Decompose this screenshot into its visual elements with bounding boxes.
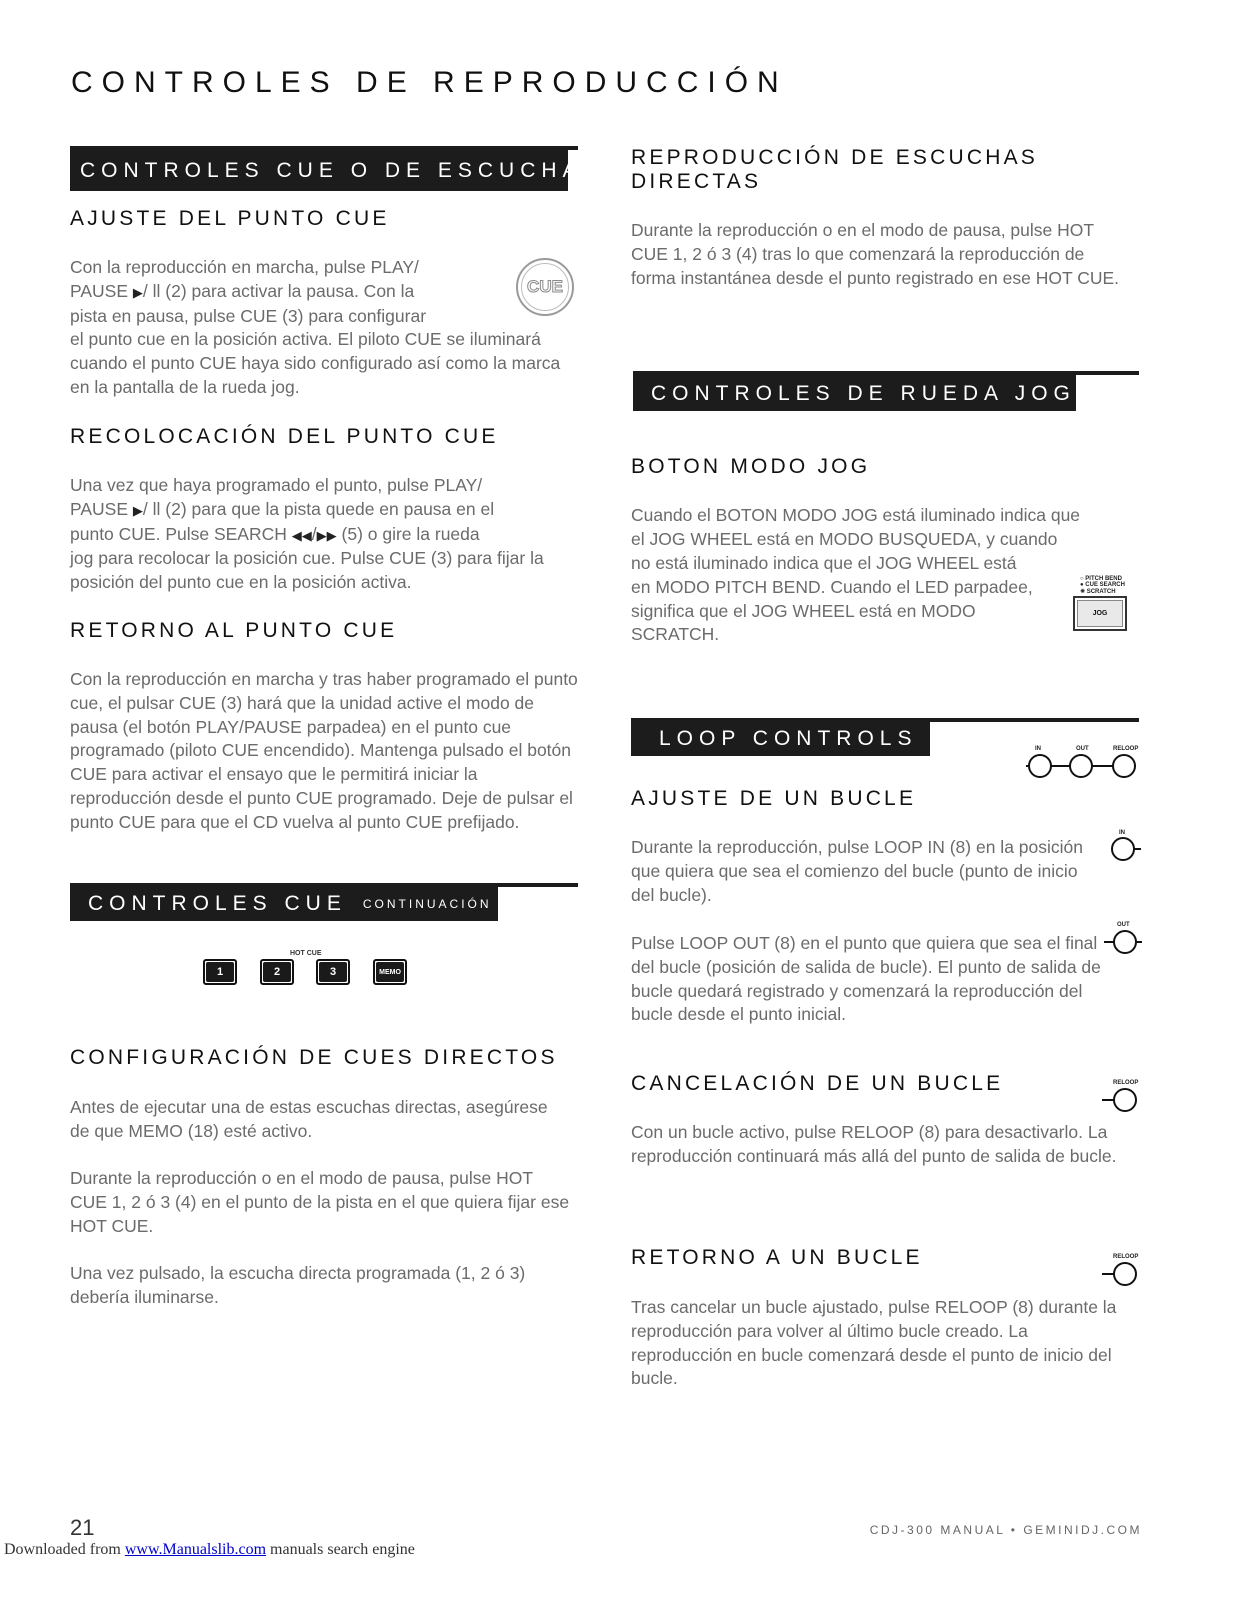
cue-button-label: CUE [521,263,569,311]
paragraph-boton-modo-jog: no está iluminado indica que el JOG WHEEL está en MODO PITCH BEND. Cuando el LED parpadee, significa que el JOG WHEEL está en MODO SCRATCH. [631,553,1033,645]
loop-in-icon [1108,836,1142,862]
heading-retorno-punto-cue: RETORNO AL PUNTO CUE [70,619,398,642]
text-line: jog para recolocar la posición cue. Pulse CUE (3) para fijar la posición del punto cue en la posición activa. [70,548,544,593]
paragraph-retorno-punto-cue: Con la reproducción en marcha y tras haber programado el punto cue, el pulsar CUE (3) hará que la unidad active el modo de pausa (el botón PLAY/PAUSE parpadea) en el punto cue programado (piloto CUE encendido). Mantenga pulsado el botón CUE para activar el ensayo que le permitirá iniciar la reproducción desde el punto CUE programado. Deje de pulsar el punto CUE para que el CD vuelva al punto CUE prefijado. [70,669,578,832]
led-off-icon: ○ [1080,576,1084,582]
hot-cue-2-button-icon [260,959,294,985]
cue-button-icon [516,258,574,316]
loop-in-label: IN [1035,746,1041,752]
legend-label: CUE SEARCH [1085,582,1125,588]
page-number: 21 [70,1515,95,1540]
paragraph-configuracion-2: Durante la reproducción o en el modo de pausa, pulse HOT CUE 1, 2 ó 3 (4) en el punto de la pista en el que quiera fijar ese HOT CUE. [70,1168,570,1236]
paragraph-configuracion-1: Antes de ejecutar una de estas escuchas directas, asegúrese de que MEMO (18) esté activo. [70,1097,548,1141]
legend-item [1080,588,1125,595]
heading-recolocacion: RECOLOCACIÓN DEL PUNTO CUE [70,425,499,448]
paragraph-ajuste-bucle-1: Durante la reproducción, pulse LOOP IN (8) en la posición que quiera que sea el comienzo del bucle (punto de inicio del bucle). [631,837,1084,905]
section-bar-label: CONTROLES CUE O DE ESCUCHA [80,159,583,182]
text-line: / ll (2) para activar la pausa. Con la [142,280,415,301]
section-bar-label: CONTROLES CUE [88,892,347,915]
rewind-icon: ◀◀ [291,527,312,543]
memo-button-icon [373,959,407,985]
heading-ajuste-punto-cue: AJUSTE DEL PUNTO CUE [70,207,390,230]
reloop-icon [1102,1261,1140,1287]
button-label: 2 [263,962,291,982]
text-line: el JOG WHEEL está en MODO BUSQUEDA, y cuando [631,528,1058,549]
heading-retorno-bucle: RETORNO A UN BUCLE [631,1246,923,1269]
section-bar-cue [70,150,583,191]
paragraph-boton-modo-jog-top [631,504,1141,552]
legend-label: SCRATCH [1086,589,1116,595]
fast-forward-icon: ▶▶ [316,527,337,543]
text-line: pista en pausa, pulse CUE (3) para configurar [70,305,427,326]
hot-cue-label: HOT CUE [290,950,322,957]
jog-button-icon [1073,596,1127,631]
paragraph-ajuste-punto-cue [70,256,578,400]
loop-buttons-icon [1024,752,1140,780]
text-line: Cuando el BOTON MODO JOG está iluminado indica que [631,505,1081,525]
paragraph-recolocacion [70,474,580,595]
reloop-icon [1102,1087,1140,1113]
manualslib-link[interactable]: www.Manualslib.com [124,1541,267,1558]
heading-cancelacion-bucle: CANCELACIÓN DE UN BUCLE [631,1072,1004,1095]
led-on-icon: ● [1080,582,1084,588]
section-bar-jog [633,375,1076,411]
text-line: (5) o gire la rueda [336,523,480,544]
heading-reproduccion-escuchas [631,146,1038,194]
button-label: 3 [319,962,347,982]
text-line: PAUSE [70,498,133,519]
hot-cue-1-button-icon [203,959,237,985]
paragraph-configuracion-3: Una vez pulsado, la escucha directa programada (1, 2 ó 3) debería iluminarse. [70,1263,526,1307]
loop-in-icon-label: IN [1119,830,1125,836]
legend-label: PITCH BEND [1085,576,1122,582]
play-icon: ▶ [132,284,143,300]
paragraph-reproduccion-escuchas: Durante la reproducción o en el modo de pausa, pulse HOT CUE 1, 2 ó 3 (4) tras lo que comenzará la reproducción de forma instantánea desde el punto registrado en ese HOT CUE. [631,220,1120,288]
paragraph-cancelacion-bucle: Con un bucle activo, pulse RELOOP (8) para desactivarlo. La reproducción continuará más allá del punto de salida de bucle. [631,1122,1117,1166]
footer-brand: CDJ-300 MANUAL • GEMINIDJ.COM [869,1523,1142,1537]
heading-line: DIRECTAS [631,170,762,193]
text-line: punto CUE. Pulse SEARCH [70,523,292,544]
button-label: 1 [206,962,234,982]
button-label: MEMO [376,962,404,982]
paragraph-ajuste-bucle-2: Pulse LOOP OUT (8) en el punto que quiera que sea el final del bucle (posición de salida de bucle). El punto de salida de bucle quedará registrado y comenzará la reproducción del bucle desde el punto inicial. [631,933,1101,1025]
jog-mode-legend [1080,576,1125,595]
led-blink-icon: ✺ [1080,589,1086,595]
loop-out-icon [1104,929,1142,955]
loop-out-label: OUT [1076,746,1089,752]
reloop-label: RELOOP [1113,746,1139,752]
download-notice [4,1541,415,1559]
paragraph-retorno-bucle: Tras cancelar un bucle ajustado, pulse RELOOP (8) durante la reproducción para volver al último bucle creado. La reproducción en bucle comenzará desde el punto de inicio del bucle. [631,1297,1117,1389]
download-prefix: Downloaded from [4,1541,125,1558]
heading-line: REPRODUCCIÓN DE ESCUCHAS [631,146,1039,169]
section-bar-label: LOOP CONTROLS [659,727,918,750]
reloop-icon-label: RELOOP [1113,1080,1139,1086]
download-suffix: manuals search engine [266,1541,415,1558]
heading-ajuste-bucle: AJUSTE DE UN BUCLE [631,787,917,810]
text-line: PAUSE [70,280,133,301]
page-title: CONTROLES DE REPRODUCCIÓN [71,66,788,99]
heading-configuracion: CONFIGURACIÓN DE CUES DIRECTOS [70,1046,558,1069]
text-line: Con la reproducción en marcha, pulse PLAY/ [70,257,419,277]
reloop-icon-label: RELOOP [1113,1254,1139,1260]
text-line: / ll (2) para que la pista quede en pausa en el [142,498,495,519]
section-bar-cue-continuacion [70,886,498,921]
section-bar-label: CONTROLES DE RUEDA JOG [651,381,1076,405]
play-icon: ▶ [132,502,143,518]
section-bar-loop [631,721,930,756]
text-line: / [311,523,317,544]
jog-button-label: JOG [1077,600,1123,627]
text-line: el punto cue en la posición activa. El piloto CUE se iluminará cuando el punto CUE haya sido configurado así como la marca en la pantalla de la rueda jog. [70,329,561,397]
text-line: Una vez que haya programado el punto, pulse PLAY/ [70,475,483,495]
heading-boton-modo-jog: BOTON MODO JOG [631,455,871,478]
loop-out-icon-label: OUT [1117,922,1130,928]
hot-cue-3-button-icon [316,959,350,985]
section-bar-sublabel: CONTINUACIÓN [362,896,492,911]
